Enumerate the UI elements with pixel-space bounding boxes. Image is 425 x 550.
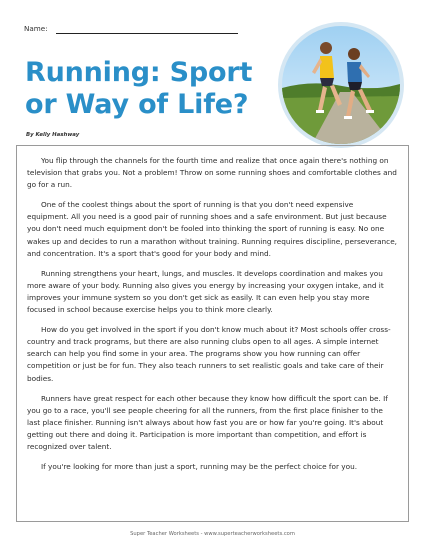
paragraph-3: Running strengthens your heart, lungs, and muscles. It develops coordination and makes you more aware of your body. Running also gives you energy by increasing your oxygen intake, and it improves your immune system so you don't get sick as easily. It can even help you stay more focused in school because exercise helps you to think more clearly.	[27, 268, 384, 315]
runners-photo	[278, 22, 404, 148]
paragraph-2: One of the coolest things about the sport of running is that you don't need expensive equipment. All you need is a good pair of running shoes and a safe environment. But just because you don't need much equipment don't be fooled into thinking the sport of running is easy. No one wakes up and decides to run a marathon without training. Running requires discipline, perseverance, and concentration. It's a sport that's good for your body and mind.	[27, 200, 398, 258]
runners-illustration	[282, 26, 400, 144]
page-title	[25, 57, 285, 121]
name-label: Name:	[24, 24, 48, 33]
footer-credit[interactable]: Super Teacher Worksheets - www.superteacherworksheets.com	[130, 531, 295, 537]
paragraph-4: How do you get involved in the sport if you don't know much about it? Most schools offer cross-country and track programs, but there are also running clubs open to all ages. A simple internet search can help you find some in your area. The programs show you how running can offer competition or just be for fun. They also teach runners to set realistic goals and take care of their bodies.	[27, 325, 391, 383]
article-body	[27, 155, 397, 481]
byline: By Kelly Hashway	[26, 132, 80, 138]
paragraph-5: Runners have great respect for each other because they know how difficult the sport can be. If you go to a race, you'll see people cheering for all the runners, from the first place finisher to the last place finisher. Running isn't always about how fast you are or how far you're going. It's about getting out there and doing it. Participation is more important than competition, and effort is recognized over talent.	[27, 393, 388, 451]
title-line-2: or Way of Life?	[25, 89, 249, 120]
paragraph-6: If you're looking for more than just a sport, running may be the perfect choice for you.	[41, 462, 358, 472]
title-line-1: Running: Sport	[25, 57, 253, 88]
name-line[interactable]	[56, 33, 238, 34]
photo-inner	[282, 26, 400, 144]
paragraph-1: You flip through the channels for the fourth time and realize that once again there's nothing on television that grabs you. Not a problem! Throw on some running shoes and comfortable clothes and go for a run.	[27, 156, 397, 190]
